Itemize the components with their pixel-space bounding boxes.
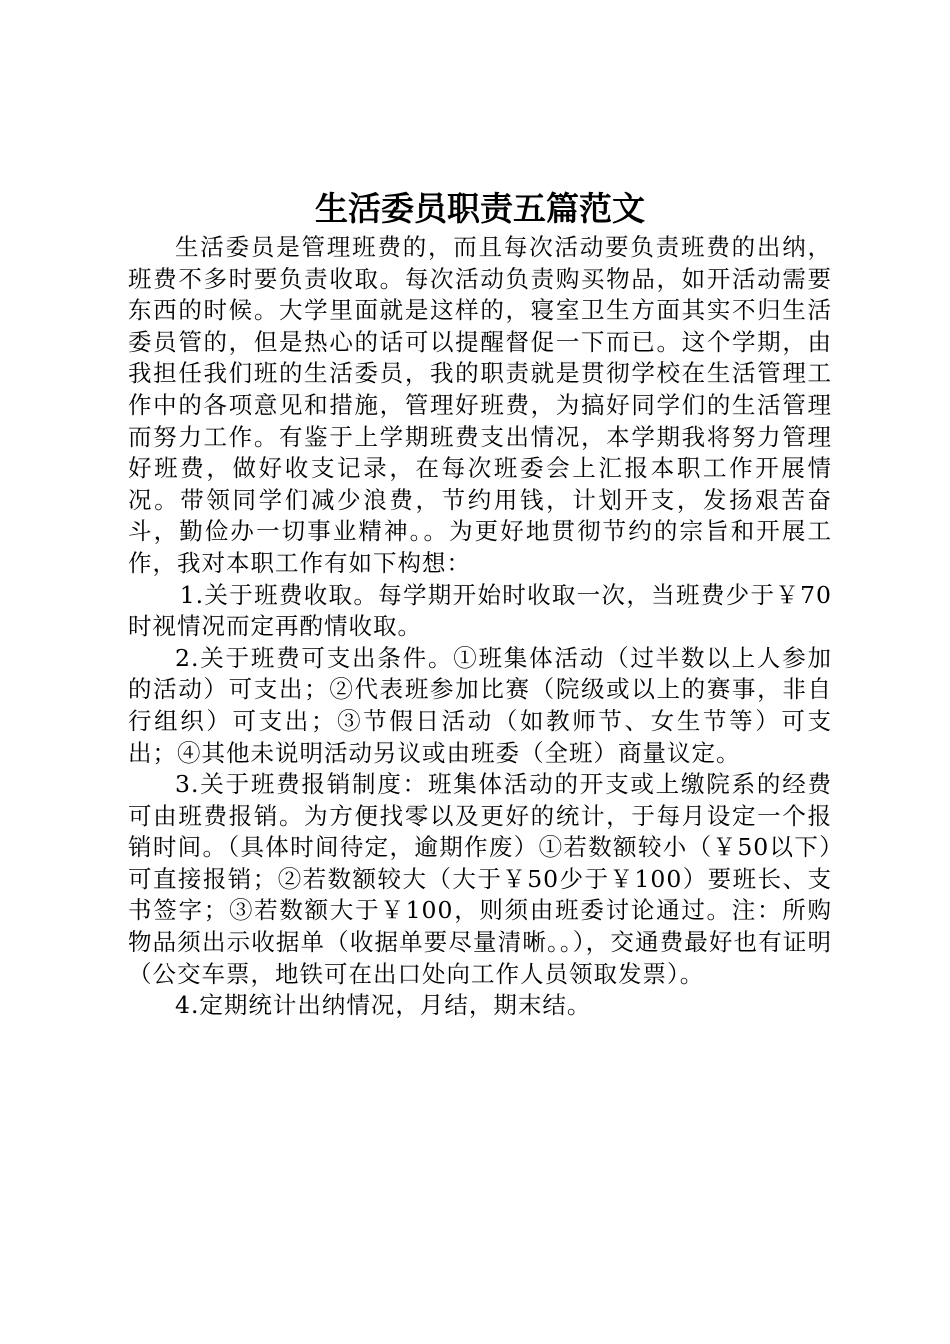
document-title: 生活委员职责五篇范文 bbox=[315, 189, 645, 228]
item-paragraph-1: 1.关于班费收取。每学期开始时收取一次，当班费少于￥70时视情况而定再酌情收取。 bbox=[128, 580, 832, 641]
item-paragraph-3: 3.关于班费报销制度：班集体活动的开支或上缴院系的经费可由班费报销。为方便找零以及更好的统计，于每月设定一个报销时间。（具体时间待定，逾期作废）①若数额较小（￥50以下）可直接报销；②若数额较大（大于￥50少于￥100）要班长、支书签字；③若数额大于￥100，则须由班委讨论通过。注：所购物品须出示收据单（收据单要尽量清晰。。），交通费最好也有证明（公交车票，地铁可在出口处向工作人员领取发票）。 bbox=[128, 770, 832, 988]
document-page bbox=[128, 186, 832, 1022]
item-paragraph-4: 4.定期统计出纳情况，月结，期末结。 bbox=[175, 991, 592, 1020]
intro-paragraph: 生活委员是管理班费的，而且每次活动要负责班费的出纳，班费不多时要负责收取。每次活动负责购买物品，如开活动需要东西的时候。大学里面就是这样的，寝室卫生方面其实不归生活委员管的，但是热心的话可以提醒督促一下而已。这个学期，由我担任我们班的生活委员，我的职责就是贯彻学校在生活管理工作中的各项意见和措施，管理好班费，为搞好同学们的生活管理而努力工作。有鉴于上学期班费支出情况，本学期我将努力管理好班费，做好收支记录，在每次班委会上汇报本职工作开展情况。带领同学们减少浪费，节约用钱，计划开支，发扬艰苦奋斗，勤俭办一切事业精神。。为更好地贯彻节约的宗旨和开展工作，我对本职工作有如下构想： bbox=[128, 233, 832, 577]
item-paragraph-2: 2.关于班费可支出条件。①班集体活动（过半数以上人参加的活动）可支出；②代表班参加比赛（院级或以上的赛事，非自行组织）可支出；③节假日活动（如教师节、女生节等）可支出；④其他未说明活动另议或由班委（全班）商量议定。 bbox=[128, 643, 832, 767]
